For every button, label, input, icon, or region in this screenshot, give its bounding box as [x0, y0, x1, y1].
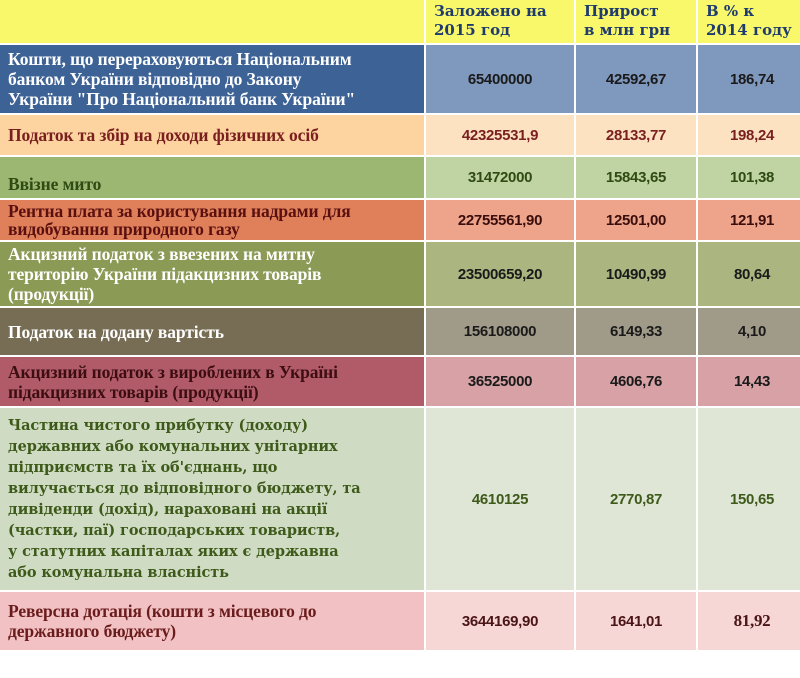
header-planned-2015: [426, 0, 574, 43]
planned-2015-value: 3644169,90: [426, 592, 574, 650]
planned-2015-value: 31472000: [426, 157, 574, 198]
row-label-excise-domestic: [0, 357, 424, 406]
label-line: підприємств та їх об'єднань, що: [8, 459, 278, 476]
pct-value: 81,92: [698, 592, 800, 650]
header-line: Прирост: [584, 2, 659, 20]
label-line: Реверсна дотація (кошти з місцевого до: [8, 601, 317, 621]
pct-value: 4,10: [698, 308, 800, 355]
row-label-reverse-subsidy: [0, 592, 424, 650]
label-line: Податок на додану вартість: [8, 321, 224, 342]
growth-value: 28133,77: [576, 115, 696, 155]
header-line: 2014 году: [706, 21, 792, 39]
header-line: В % к: [706, 2, 755, 20]
planned-2015-value: 23500659,20: [426, 242, 574, 306]
planned-2015-value: 22755561,90: [426, 200, 574, 240]
header-growth: [576, 0, 696, 43]
growth-value: 1641,01: [576, 592, 696, 650]
row-label-import-duty: [0, 157, 424, 198]
growth-value: 12501,00: [576, 200, 696, 240]
pct-value: 101,38: [698, 157, 800, 198]
label-line: Ввізне мито: [8, 174, 102, 194]
planned-2015-value: 156108000: [426, 308, 574, 355]
header-pct-2014: [698, 0, 800, 43]
label-line: Акцизний податок з ввезених на митну: [8, 244, 315, 264]
label-line: вилучається до відповідного бюджету, та: [8, 480, 361, 497]
label-line: територію України підакцизних товарів: [8, 264, 322, 284]
planned-2015-value: 4610125: [426, 408, 574, 590]
header-line: в млн грн: [584, 21, 671, 39]
growth-value: 2770,87: [576, 408, 696, 590]
label-line: державного бюджету): [8, 621, 176, 641]
row-label-vat: [0, 308, 424, 355]
pct-value: 186,74: [698, 45, 800, 113]
planned-2015-value: 42325531,9: [426, 115, 574, 155]
header-line: 2015 год: [434, 21, 511, 39]
planned-2015-value: 65400000: [426, 45, 574, 113]
growth-value: 15843,65: [576, 157, 696, 198]
label-line: України "Про Національний банк України": [8, 89, 356, 109]
pct-value: 121,91: [698, 200, 800, 240]
header-line: Заложено на: [434, 2, 547, 20]
label-line: Податок та збір на доходи фізичних осіб: [8, 125, 319, 145]
label-line: Частина чистого прибутку (доходу): [8, 417, 308, 434]
label-line: Акцизний податок з вироблених в Україні: [8, 361, 338, 382]
row-label-excise-imported: [0, 242, 424, 306]
pct-value: 14,43: [698, 357, 800, 406]
growth-value: 6149,33: [576, 308, 696, 355]
label-line: підакцизних товарів (продукції): [8, 381, 259, 402]
growth-value: 10490,99: [576, 242, 696, 306]
label-line: банком України відповідно до Закону: [8, 69, 302, 89]
label-line: Рентна плата за користування надрами для: [8, 201, 351, 221]
growth-value: 4606,76: [576, 357, 696, 406]
row-label-personal-income-tax: [0, 115, 424, 155]
growth-value: 42592,67: [576, 45, 696, 113]
pct-value: 80,64: [698, 242, 800, 306]
row-label-state-enterprise-profit: [0, 408, 424, 590]
pct-value: 150,65: [698, 408, 800, 590]
label-line: дивіденди (дохід), нараховані на акції: [8, 501, 328, 518]
header-cell-empty: [0, 0, 424, 43]
pct-value: 198,24: [698, 115, 800, 155]
label-line: (частки, паї) господарських товариств,: [8, 522, 341, 539]
label-line: Кошти, що перераховуються Національним: [8, 49, 352, 69]
label-line: або комунальна власність: [8, 564, 229, 581]
label-line: видобування природного газу: [8, 219, 240, 239]
row-label-nbu-transfers: [0, 45, 424, 113]
label-line: у статутних капіталах яких є державна: [8, 543, 339, 560]
row-label-gas-rent: [0, 200, 424, 240]
label-line: (продукції): [8, 284, 95, 304]
label-line: державних або комунальних унітарних: [8, 438, 338, 455]
planned-2015-value: 36525000: [426, 357, 574, 406]
